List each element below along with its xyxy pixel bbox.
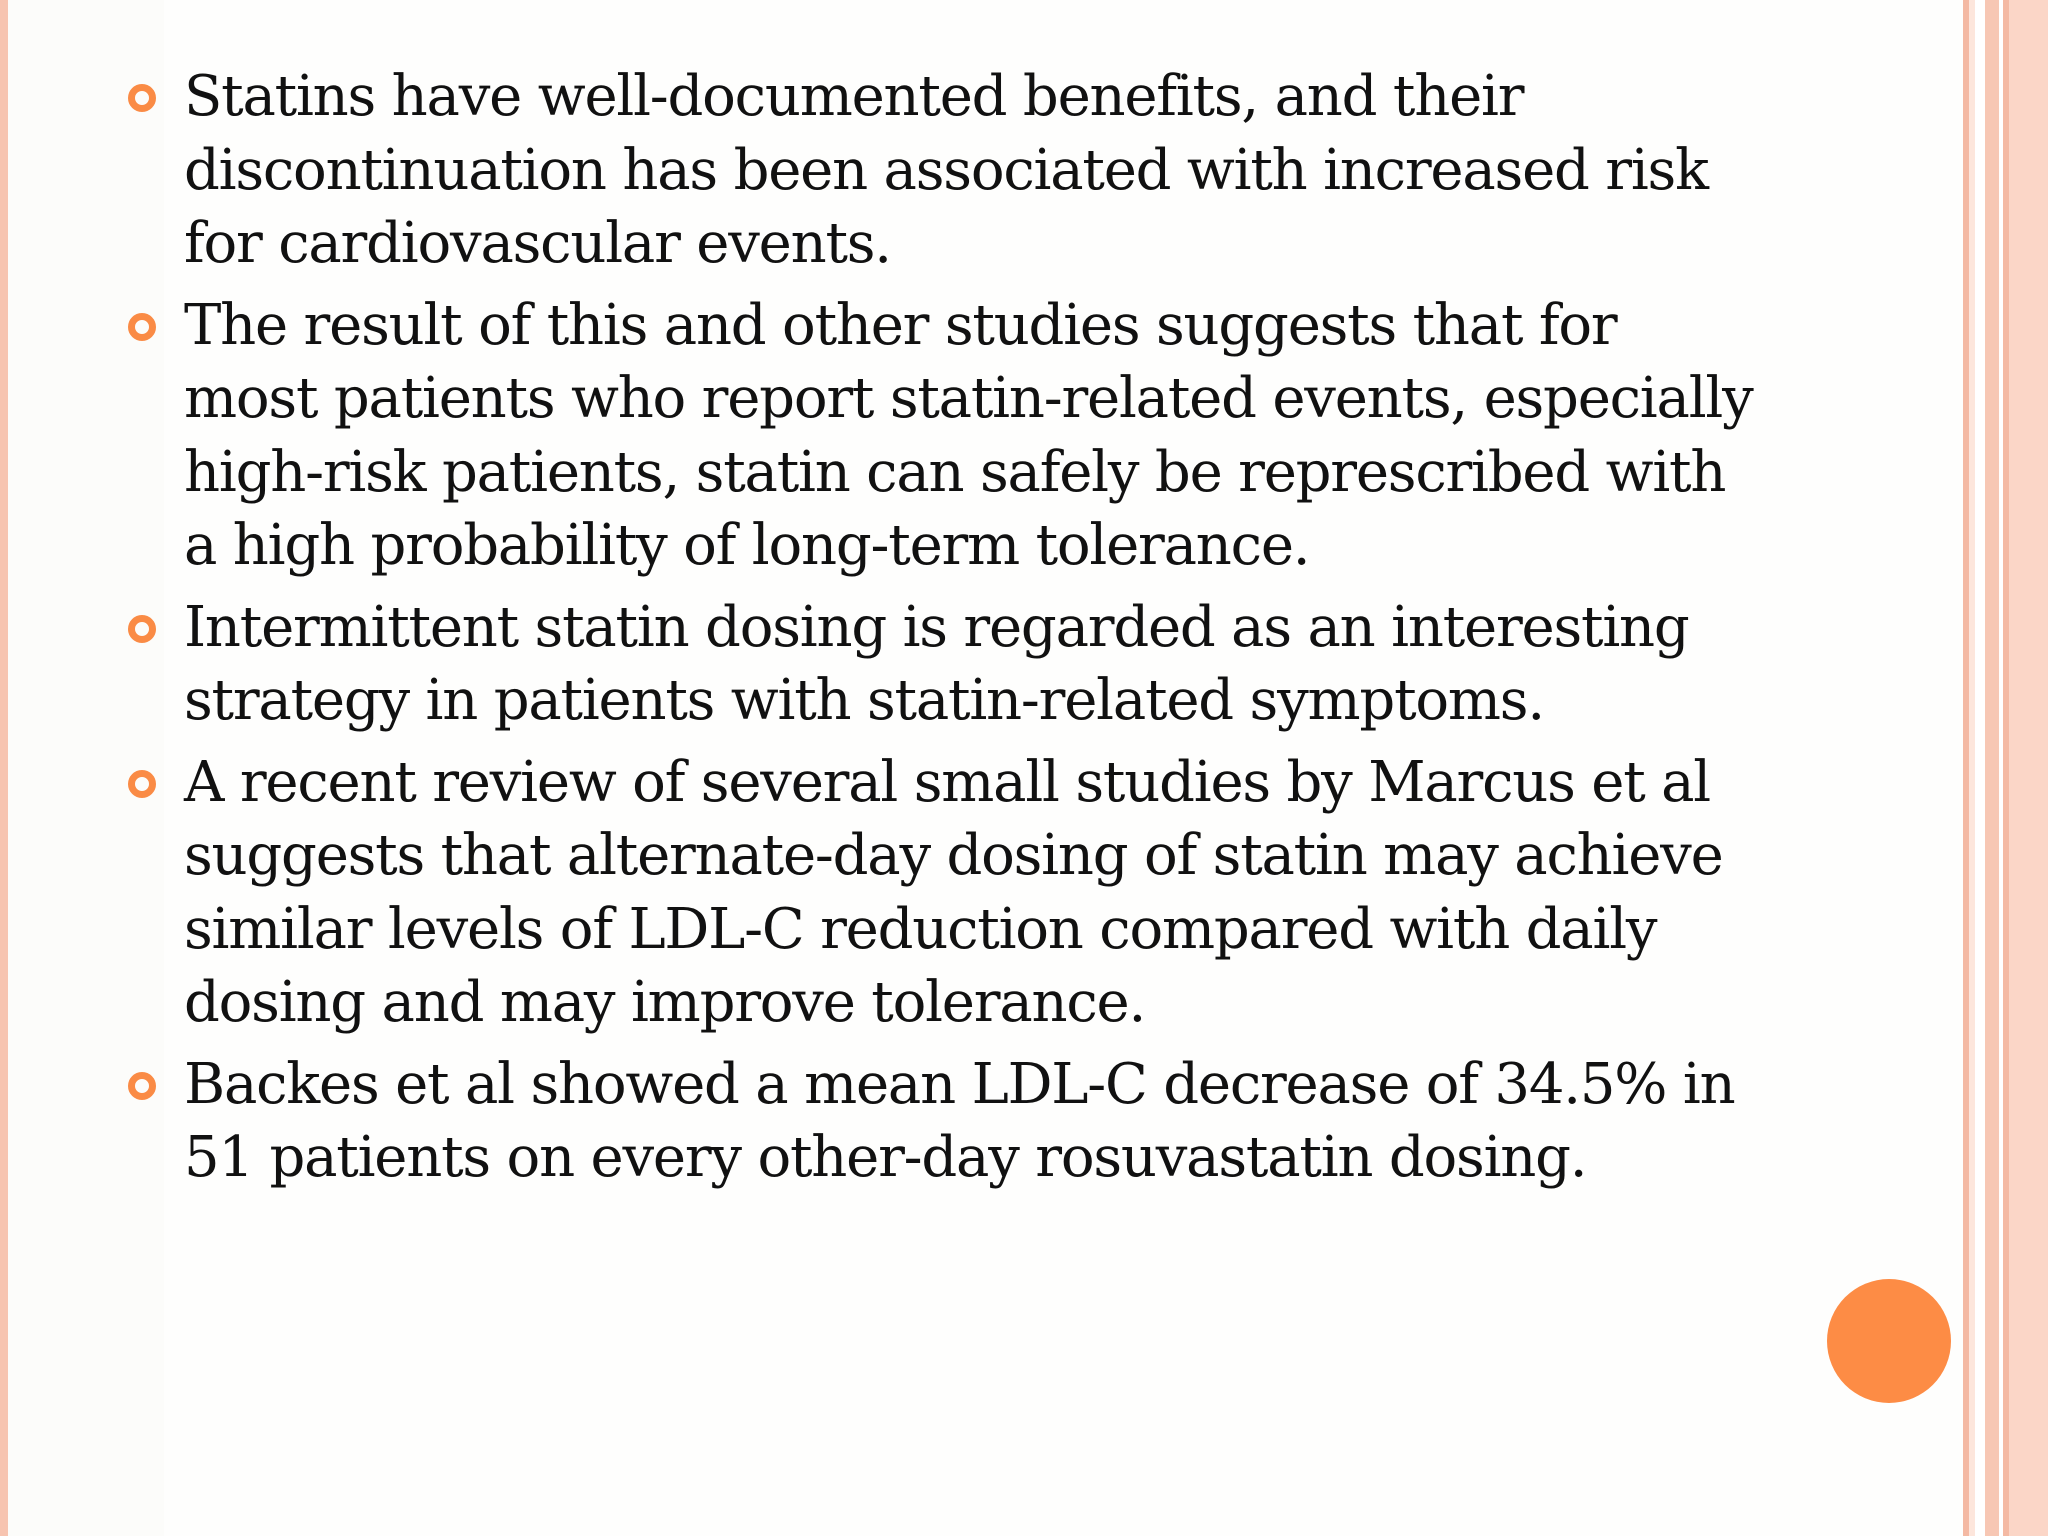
border-stripe <box>1969 0 1975 1536</box>
bullet-item <box>122 746 1762 1040</box>
bullet-text: The result of this and other studies suggests that for most patients who report statin-related events, especially high-risk patients, statin can safely be represcribed with a high probability of long-term tolerance. <box>184 292 1753 578</box>
decorative-circle <box>1827 1279 1951 1403</box>
bullet-icon <box>128 84 156 112</box>
left-border <box>0 0 8 1536</box>
bullet-item <box>122 1048 1762 1195</box>
bullet-text: Statins have well-documented benefits, and their discontinuation has been associated with increased risk for cardiovascular events. <box>184 64 1708 276</box>
bullet-item <box>122 591 1762 738</box>
bullet-item <box>122 289 1762 583</box>
bullet-text: A recent review of several small studies by Marcus et al suggests that alternate-day dosing of statin may achieve similar levels of LDL-C reduction compared with daily dosing and may improve tolerance. <box>184 749 1723 1035</box>
bullet-text: Backes et al showed a mean LDL-C decrease of 34.5% in 51 patients on every other-day rosuvastatin dosing. <box>184 1051 1735 1190</box>
bullet-icon <box>128 615 156 643</box>
right-decorative-border <box>1963 0 2048 1536</box>
border-stripe <box>1985 0 1999 1536</box>
bullet-list <box>122 60 1762 1203</box>
bullet-icon <box>128 1072 156 1100</box>
bullet-icon <box>128 313 156 341</box>
border-stripe <box>2009 0 2048 1536</box>
bullet-text: Intermittent statin dosing is regarded as an interesting strategy in patients with statin-related symptoms. <box>184 594 1689 733</box>
bullet-icon <box>128 770 156 798</box>
bullet-item <box>122 60 1762 281</box>
